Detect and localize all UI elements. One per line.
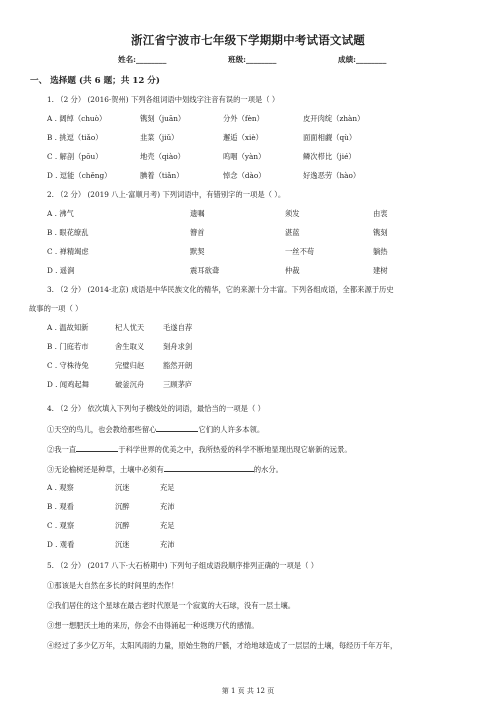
question-3-stem: 3. （2 分） (2014·北京) 成语是中华民族文化的精华，它的来源十分丰富。下列各组成语，全都来源于历史 <box>47 285 394 294</box>
question-5-stem: 5. （2 分） (2017 八下·大石桥期中) 下列句子组成语段顺序排列正确的一项是（ ） <box>47 561 319 570</box>
option-text: 充足 <box>160 521 175 530</box>
question-3-stem-continued: 故事的一项（ ） <box>29 304 83 313</box>
sentence-text: ②我一直 <box>47 445 77 454</box>
option-text: A . 沸气 <box>47 209 74 218</box>
fill-blank[interactable] <box>164 463 254 472</box>
option-text: 默契 <box>190 247 205 256</box>
question-2-stem: 2. （2 分） (2019 八上·富顺月考) 下列词语中，有错别字的一项是（ ）。 <box>47 190 286 199</box>
sentence-text: 的水分。 <box>253 465 283 474</box>
option-text: 一丝不苟 <box>285 247 315 256</box>
option-text: 遗嘱 <box>190 209 205 218</box>
option-text: 分外（fèn） <box>223 114 264 123</box>
option-text: D . 遥涧 <box>47 266 75 275</box>
section-heading: 一、 选择题 (共 6 题；共 12 分) <box>30 76 160 86</box>
option-text: 三顾茅庐 <box>163 380 193 389</box>
option-text: 豁然开朗 <box>163 361 193 370</box>
question-4-sentence-2 <box>47 443 352 455</box>
sentence-text: 它们的人许多本领。 <box>198 425 265 434</box>
option-text: B . 挑逗（tiǎo） <box>47 133 103 142</box>
option-text: 震耳欲聋 <box>190 266 220 275</box>
option-text: 沉醉 <box>115 502 130 511</box>
option-text: 湛蓝 <box>285 228 300 237</box>
option-text: C . 守株待兔 <box>47 361 89 370</box>
option-text: A . 观察 <box>47 483 74 492</box>
question-4-sentence-3 <box>47 463 283 475</box>
option-text: 充沛 <box>160 540 175 549</box>
option-text: D . 观看 <box>47 540 75 549</box>
option-text: 充足 <box>160 483 175 492</box>
option-text: A . 阔绰（chuò） <box>47 114 107 123</box>
option-text: 邂逅（xiè） <box>223 133 263 142</box>
option-text: 镌刻 <box>373 228 388 237</box>
option-text: B . 门庭若市 <box>47 342 89 351</box>
fill-blank[interactable] <box>156 423 198 432</box>
question-5-sentence-1: ①那该是大自然在多长的时间里的杰作！ <box>47 581 179 590</box>
sentence-text: 于科学世界的优美之中，我所热爱的科学不断地显现出现它崭新的远景。 <box>118 445 352 454</box>
option-text: 沉迷 <box>115 483 130 492</box>
score-field: 成绩:________ <box>338 55 387 64</box>
sentence-text: ①天空的鸟儿，也会教给那些留心 <box>47 425 157 434</box>
option-text: 悼念（dào） <box>223 171 266 180</box>
page-footer: 第 1 页 共 12 页 <box>221 687 275 695</box>
option-text: 沉醉 <box>115 521 130 530</box>
option-text: 破釜沉舟 <box>115 380 145 389</box>
option-text: 簪首 <box>190 228 205 237</box>
question-4-sentence-1 <box>47 423 264 435</box>
option-text: 好逸恶劳（hào） <box>303 171 361 180</box>
option-text: 沉迷 <box>115 540 130 549</box>
option-text: 面面相觑（qù） <box>303 133 357 142</box>
option-text: 腆着（tiǎn） <box>140 171 184 180</box>
option-text: D . 闻鸡起舞 <box>47 380 89 389</box>
option-text: 躺热 <box>373 247 388 256</box>
option-text: A . 温故知新 <box>47 323 89 332</box>
option-text: 由衷 <box>373 209 388 218</box>
question-5-sentence-3: ③想一想肥沃土地的来历，你会不由得涌起一种返璞万代的感情。 <box>47 621 259 630</box>
sentence-text: ③无论榆树还是种草，土壤中必须有 <box>47 465 164 474</box>
option-text: 建树 <box>373 266 388 275</box>
option-text: 须发 <box>285 209 300 218</box>
option-text: 杞人忧天 <box>115 323 145 332</box>
option-text: 镌刻（juān） <box>140 114 186 123</box>
option-text: 充沛 <box>160 502 175 511</box>
option-text: C . 解剖（pōu） <box>47 152 103 161</box>
question-4-stem: 4. （2 分） 依次填入下列句子横线处的词语，最恰当的一项是（ ） <box>47 404 265 413</box>
class-field: 班级:________ <box>228 55 277 64</box>
name-field: 姓名:________ <box>118 55 167 64</box>
option-text: 刻舟求剑 <box>163 342 193 351</box>
option-text: B . 眼花缭乱 <box>47 228 89 237</box>
option-text: C . 观察 <box>47 521 75 530</box>
option-text: 完璧归赵 <box>115 361 145 370</box>
option-text: D . 逗能（chěng） <box>47 171 112 180</box>
option-text: 鳞次栉比（jié） <box>303 152 356 161</box>
option-text: C . 禅精竭虑 <box>47 247 89 256</box>
page-title: 浙江省宁波市七年级下学期期中考试语文试题 <box>131 33 365 47</box>
option-text: 皮开肉绽（zhàn） <box>303 114 365 123</box>
question-5-sentence-2: ②我们居住的这个星球在最古老时代原是一个寂寞的大石球，没有一层土壤。 <box>47 601 296 610</box>
option-text: 舍生取义 <box>115 342 145 351</box>
option-text: 毛遂自荐 <box>163 323 193 332</box>
option-text: 呜咽（yàn） <box>223 152 266 161</box>
question-1-stem: 1. （2 分） (2016·贺州) 下列各组词语中划线字注音有误的一项是（ ） <box>47 95 280 104</box>
option-text: B . 观看 <box>47 502 74 511</box>
fill-blank[interactable] <box>76 443 118 452</box>
question-5-sentence-4: ④经过了多少亿万年，太阳风雨的力量，原始生物的尸骸，才给地球造成了一层层的土壤，每经历千年万年， <box>47 641 398 650</box>
option-text: 仲裁 <box>285 266 300 275</box>
option-text: 韭菜（jiǔ） <box>140 133 179 142</box>
option-text: 地壳（qiào） <box>140 152 185 161</box>
